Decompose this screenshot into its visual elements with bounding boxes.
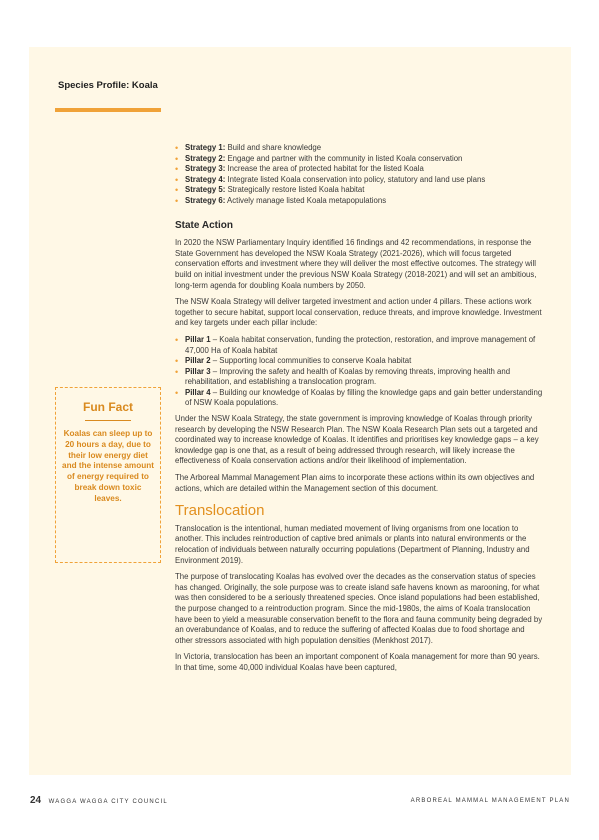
- state-action-paragraph-4: The Arboreal Mammal Management Plan aims to incorporate these actions within its own objectives and actions, which are detailed within the Management section of this document.: [175, 473, 535, 493]
- list-item: • Strategy 4: Integrate listed Koala conservation into policy, statutory and land use plans: [175, 175, 543, 186]
- fun-fact-divider: [85, 420, 131, 421]
- pillar-list: [175, 335, 543, 409]
- fun-fact-box: [55, 387, 161, 563]
- translocation-paragraph-2: The purpose of translocating Koalas has evolved over the decades as the conservation status of species has changed. Originally, the sole purpose was to create island safe havens known as marooning, for what was then considered to be a seriously threatened species. Once island populations had been established, the purpose changed to a reintroduction program. Since the mid-1980s, the aims of Koala translocation have been to yield a measurable conservation benefit to the flora and fauna community being degraded by an overabundance of Koalas, and to reduce the suffering of affected Koalas due to food shortage and other stressors associated with high population densities (Menkhost 2017).: [175, 572, 543, 645]
- list-item: • Strategy 5: Strategically restore listed Koala habitat: [175, 185, 543, 196]
- list-item: • Pillar 2 – Supporting local communities to conserve Koala habitat: [175, 356, 543, 367]
- list-item: • Strategy 6: Actively manage listed Koala metapopulations: [175, 196, 543, 207]
- species-profile-title: Species Profile: Koala: [58, 80, 158, 91]
- state-action-heading: State Action: [175, 219, 233, 231]
- state-action-paragraph-3: Under the NSW Koala Strategy, the state government is improving knowledge of Koalas through priority research by developing the NSW Research Plan. The NSW Koala Research Plan sets out a targeted and coordinated way to increase knowledge of Koalas. It identifies and prioritises key knowledge gaps – a key knowledge gap is one that, as a result of being addressed through research, will likely increase the effectiveness of Koala conservation actions and/or their likelihood of implementation.: [175, 414, 539, 466]
- footer-left: [30, 795, 168, 806]
- list-item: • Pillar 3 – Improving the safety and health of Koalas by removing threats, improving health and rehabilitation, and establishing a translocation program.: [175, 367, 543, 388]
- translocation-heading: Translocation: [175, 502, 265, 520]
- fun-fact-title: Fun Fact: [83, 400, 133, 414]
- main-content: [175, 143, 543, 680]
- list-item: • Pillar 1 – Koala habitat conservation, funding the protection, restoration, and improve management of 47,000 Ha of Koala habitat: [175, 335, 543, 356]
- page-number: 24: [30, 795, 42, 806]
- state-action-paragraph-2: The NSW Koala Strategy will deliver targeted investment and action under 4 pillars. These actions work together to secure habitat, support local conservation, reduce threats, and improve knowledge. Investment and key targets under each pillar include:: [175, 297, 542, 328]
- list-item: • Strategy 2: Engage and partner with the community in listed Koala conservation: [175, 154, 543, 165]
- species-profile-accent-bar: [55, 108, 161, 112]
- list-item: • Strategy 3: Increase the area of protected habitat for the listed Koala: [175, 164, 543, 175]
- list-item: • Pillar 4 – Building our knowledge of Koalas by filling the knowledge gaps and gain better understanding of NSW Koala populations.: [175, 388, 543, 409]
- list-item: • Strategy 1: Build and share knowledge: [175, 143, 543, 154]
- state-action-paragraph-1: In 2020 the NSW Parliamentary Inquiry identified 16 findings and 42 recommendations, in response the State Government has developed the NSW Koala Strategy (2021-2026), which will focus targeted conservation efforts and investment where they will deliver the most effective outcomes. The strategy will build on initial investment under the previous NSW Koala Strategy (2018-2021) and will set an ambitious, long-term agenda for doubling Koala numbers by 2050.: [175, 238, 537, 290]
- strategy-list: [175, 143, 543, 207]
- translocation-paragraph-3: In Victoria, translocation has been an important component of Koala management for more than 90 years. In that time, some 40,000 individual Koalas have been captured,: [175, 652, 540, 672]
- translocation-paragraph-1: Translocation is the intentional, human mediated movement of living organisms from one location to another. This includes reintroduction of captive bred animals or plants into natural environments or the relocation of individuals between naturally occurring populations (Department of Planning, Industry and Environment 2019).: [175, 523, 530, 565]
- footer-plan-title: ARBOREAL MAMMAL MANAGEMENT PLAN: [410, 798, 570, 804]
- footer-council-name: WAGGA WAGGA CITY COUNCIL: [48, 799, 168, 805]
- fun-fact-text: Koalas can sleep up to 20 hours a day, due to their low energy diet and the intense amount of energy required to break down toxic leaves.: [62, 429, 154, 503]
